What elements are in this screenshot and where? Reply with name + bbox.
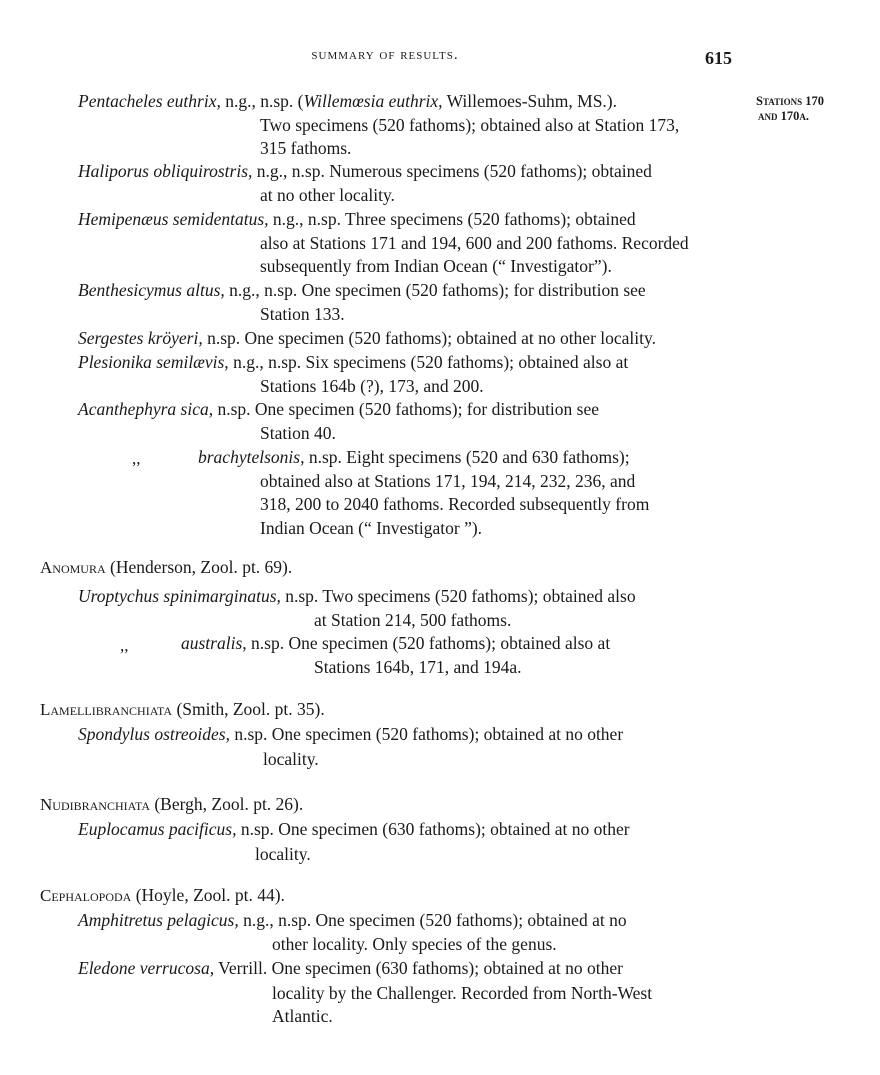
species-entry — [78, 398, 738, 422]
entry-description: n.g., n.sp. ( — [225, 91, 304, 111]
group-name: Nudibranchiata — [40, 795, 150, 814]
group-name: Lamellibranchiata — [40, 700, 173, 719]
continuation-line: subsequently from Indian Ocean (“ Investigator”). — [260, 256, 612, 276]
entry-continuation — [260, 470, 738, 541]
entry-continuation — [260, 375, 738, 399]
species-name: Uroptychus spinimarginatus, — [78, 586, 281, 606]
continuation-line: 318, 200 to 2040 fathoms. Recorded subsequently from — [260, 494, 650, 514]
species-name: Euplocamus pacificus, — [78, 819, 237, 839]
continuation-line: locality. — [255, 844, 311, 864]
continuation-line: Two specimens (520 fathoms); obtained also at Station 173, — [260, 114, 680, 135]
entry-first-line — [78, 160, 738, 184]
entry-continuation — [272, 933, 740, 957]
entry-continuation — [314, 609, 740, 633]
margin-note-line: and 170a. — [758, 109, 809, 123]
entry-description: n.g., n.sp. One specimen (520 fathoms); for distribution see — [229, 280, 646, 300]
species-entry — [78, 208, 738, 232]
species-name: Acanthephyra sica, — [78, 399, 214, 419]
entry-continuation — [260, 184, 738, 208]
species-name: Haliporus obliquirostris, — [78, 161, 253, 181]
entry-first-line — [78, 208, 738, 232]
page-number: 615 — [705, 48, 732, 68]
entry-description: n.sp. One specimen (520 fathoms); obtained at no other locality. — [207, 328, 656, 348]
species-entry — [198, 446, 738, 470]
group-reference: (Bergh, Zool. pt. 26). — [154, 794, 304, 814]
species-entry — [78, 909, 740, 933]
species-name: Plesionika semilævis, — [78, 352, 229, 372]
continuation-line: locality. — [263, 749, 319, 769]
entry-continuation — [263, 748, 740, 772]
continuation-line: at no other locality. — [260, 184, 395, 205]
entry-first-line — [78, 398, 738, 422]
entry-description: n.sp. One specimen (630 fathoms); obtained at no other — [240, 819, 630, 839]
group-name: Cephalopoda — [40, 886, 132, 905]
entry-continuation — [260, 232, 738, 279]
running-header-title: summary of results. — [311, 47, 459, 63]
margin-note-stations — [756, 94, 856, 124]
species-entry — [78, 585, 740, 609]
ditto-mark: ,, — [132, 449, 141, 468]
entry-first-line — [78, 957, 740, 981]
entry-first-line — [78, 351, 738, 375]
species-entry — [78, 279, 738, 303]
entry-continuation — [260, 114, 738, 161]
species-name: Spondylus ostreoides, — [78, 724, 230, 744]
entry-description: n.sp. One specimen (520 fathoms); obtained also at — [251, 633, 611, 653]
species-name: Benthesicymus altus, — [78, 280, 225, 300]
entry-first-line — [78, 909, 740, 933]
group-reference: (Hoyle, Zool. pt. 44). — [135, 885, 285, 905]
entry-continuation — [260, 303, 738, 327]
continuation-line: also at Stations 171 and 194, 600 and 200 fathoms. Recorded — [260, 232, 689, 253]
entry-continuation — [255, 843, 740, 867]
entry-description: n.sp. One specimen (520 fathoms); for distribution see — [217, 399, 600, 419]
species-entry — [78, 351, 738, 375]
species-entry — [78, 723, 740, 747]
entry-first-line — [78, 818, 740, 842]
entry-description: n.sp. Eight specimens (520 and 630 fathoms); — [308, 447, 630, 467]
species-name: Eledone verrucosa, — [78, 958, 215, 978]
entry-description: n.g., n.sp. Six specimens (520 fathoms); obtained also at — [233, 352, 629, 372]
species-name: Sergestes kröyeri, — [78, 328, 203, 348]
entry-continuation — [272, 982, 740, 1029]
group-name: Anomura — [40, 558, 106, 577]
synonym-name: Willemœsia euthrix, — [303, 91, 443, 111]
species-entry — [78, 957, 740, 981]
continuation-line: Stations 164b, 171, and 194a. — [314, 656, 522, 677]
entry-description: n.sp. One specimen (520 fathoms); obtained at no other — [234, 724, 624, 744]
entry-continuation — [314, 656, 740, 680]
entry-first-line — [198, 446, 738, 470]
margin-note-line: Stations 170 — [756, 94, 825, 108]
entry-description-tail: Willemoes-Suhm, MS.). — [446, 91, 618, 111]
entry-description: n.sp. Two specimens (520 fathoms); obtained also — [285, 586, 636, 606]
continuation-line: locality by the Challenger. Recorded from North-West — [272, 982, 653, 1003]
group-reference: (Henderson, Zool. pt. 69). — [110, 557, 293, 577]
group-reference: (Smith, Zool. pt. 35). — [176, 699, 325, 719]
species-name: australis, — [181, 633, 247, 653]
continuation-line: other locality. Only species of the genus. — [272, 933, 557, 954]
continuation-line: obtained also at Stations 171, 194, 214, 232, 236, and — [260, 470, 636, 491]
entry-first-line — [78, 723, 740, 747]
species-entry — [78, 160, 738, 184]
entry-first-line — [181, 632, 740, 656]
species-entry — [181, 632, 740, 656]
entry-first-line — [78, 327, 738, 351]
entry-first-line — [78, 279, 738, 303]
group-heading — [40, 698, 325, 722]
species-entry — [78, 327, 738, 351]
species-entry — [78, 818, 740, 842]
continuation-line: Station 40. — [260, 422, 336, 443]
species-name: Pentacheles euthrix, — [78, 91, 221, 111]
entry-description: n.g., n.sp. Numerous specimens (520 fathoms); obtained — [256, 161, 652, 181]
continuation-line: Station 133. — [260, 303, 345, 324]
continuation-line: at Station 214, 500 fathoms. — [314, 609, 512, 630]
entry-description: Verrill. One specimen (630 fathoms); obtained at no other — [218, 958, 623, 978]
species-name: Amphitretus pelagicus, — [78, 910, 239, 930]
species-entry — [78, 90, 738, 114]
ditto-mark: ,, — [120, 636, 129, 655]
group-heading — [40, 556, 292, 580]
entry-first-line — [78, 90, 738, 114]
continuation-line: Indian Ocean (“ Investigator ”). — [260, 517, 483, 538]
continuation-line: Atlantic. — [272, 1006, 333, 1026]
continuation-line: Stations 164b (?), 173, and 200. — [260, 375, 484, 396]
entry-first-line — [78, 585, 740, 609]
entry-description: n.g., n.sp. One specimen (520 fathoms); obtained at no — [243, 910, 627, 930]
group-heading — [40, 793, 303, 817]
group-heading — [40, 884, 285, 908]
continuation-line: 315 fathoms. — [260, 138, 352, 158]
species-name: brachytelsonis, — [198, 447, 305, 467]
entry-description: n.g., n.sp. Three specimens (520 fathoms); obtained — [272, 209, 636, 229]
species-name: Hemipenæus semidentatus, — [78, 209, 269, 229]
entry-continuation — [260, 422, 738, 446]
